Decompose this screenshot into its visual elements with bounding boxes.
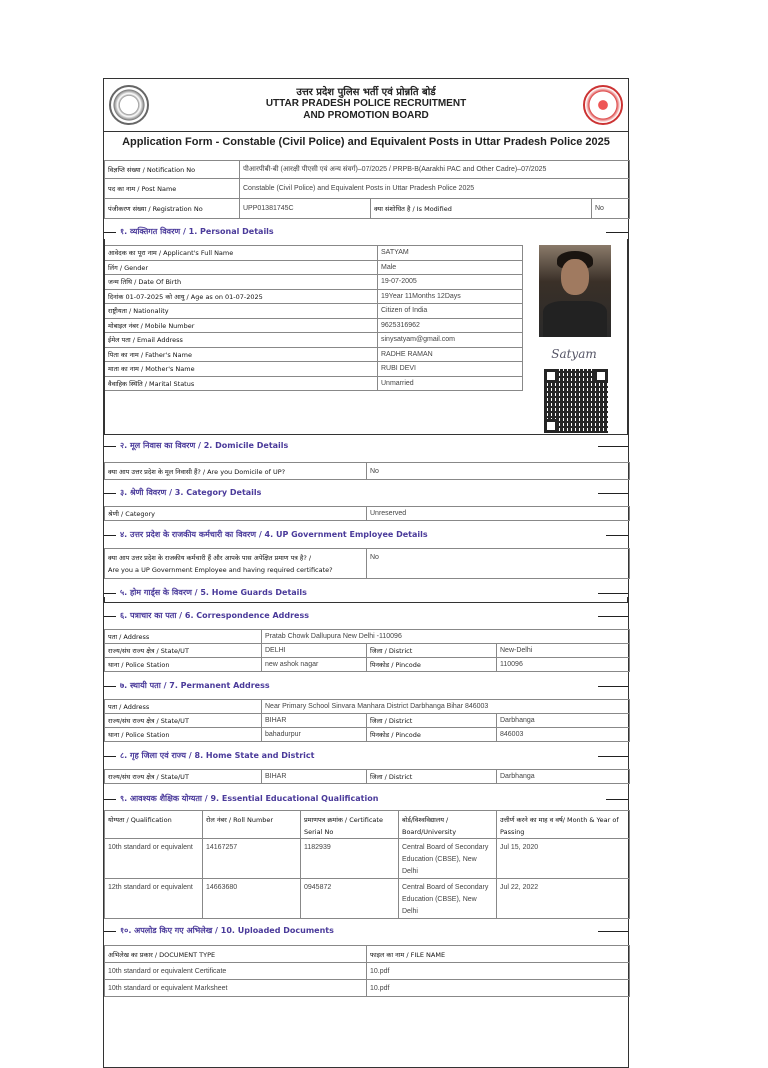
perm-state-value: BIHAR: [262, 714, 367, 728]
personal-field-value: RUBI DEVI: [378, 362, 523, 377]
education-cell: Central Board of Secondary Education (CBSE), New Delhi: [399, 839, 497, 879]
education-column-header: रोल नंबर / Roll Number: [203, 811, 301, 839]
section-documents-header: [104, 924, 628, 938]
documents-cell: 10th standard or equivalent Certificate: [105, 963, 367, 980]
govt-employee-table: [104, 548, 630, 579]
personal-field-value: SATYAM: [378, 246, 523, 261]
section-permanent-title: ७. स्थायी पता / 7. Permanent Address: [120, 681, 270, 690]
documents-column-header: अभिलेख का प्रकार / DOCUMENT TYPE: [105, 946, 367, 963]
table-row: [105, 980, 630, 997]
perm-address-value: Near Primary School Sinvara Manhara District Darbhanga Bihar 846003: [262, 700, 630, 714]
documents-column-header: फाइल का नाम / FILE NAME: [367, 946, 630, 963]
domicile-label: क्या आप उत्तर प्रदेश के मूल निवासी हैं? / Are you Domicile of UP?: [105, 463, 367, 480]
section-personal-header: [104, 225, 628, 239]
education-column-header: बोर्ड/विश्वविद्यालय / Board/University: [399, 811, 497, 839]
section-correspondence-header: [104, 609, 628, 623]
perm-police-station-value: bahadurpur: [262, 728, 367, 742]
hindi-board-name: उत्तर प्रदेश पुलिस भर्ती एवं प्रोन्नति बोर्ड: [296, 87, 436, 98]
corr-state-label: राज्य/संघ राज्य क्षेत्र / State/UT: [105, 644, 262, 658]
section-correspondence-title: ६. पत्राचार का पता / 6. Correspondence Address: [120, 611, 309, 620]
education-column-header: प्रमाणपत्र क्रमांक / Certificate Serial No: [301, 811, 399, 839]
education-cell: 1182939: [301, 839, 399, 879]
personal-field-label: दिनांक 01-07-2025 को आयु / Age as on 01-07-2025: [105, 289, 378, 304]
perm-pincode-value: 846003: [497, 728, 630, 742]
post-value: Constable (Civil Police) and Equivalent Posts in Uttar Pradesh Police 2025: [240, 179, 630, 199]
personal-field-label: राष्ट्रीयता / Nationality: [105, 304, 378, 319]
section-permanent-header: [104, 679, 628, 693]
education-table: [104, 810, 630, 919]
table-row: [105, 839, 630, 879]
corr-state-value: DELHI: [262, 644, 367, 658]
domicile-table: [104, 462, 630, 480]
education-cell: Central Board of Secondary Education (CBSE), New Delhi: [399, 879, 497, 919]
notification-value: पीआरपीबी-बी (आरक्षी पीएसी एवं अन्य संवर्ग)–07/2025 / PRPB-B(Aarakhi PAC and Other Cadre)–07/2025: [240, 161, 630, 179]
education-cell: 14663680: [203, 879, 301, 919]
domicile-value: No: [367, 463, 630, 480]
home-guards-box: [104, 597, 628, 603]
corr-address-value: Pratab Chowk Dallupura New Delhi -110096: [262, 630, 630, 644]
documents-cell: 10th standard or equivalent Marksheet: [105, 980, 367, 997]
modified-value: No: [592, 199, 630, 219]
post-label: पद का नाम / Post Name: [105, 179, 240, 199]
corr-police-station-value: new ashok nagar: [262, 658, 367, 672]
personal-field-label: वैवाहिक स्थिति / Marital Status: [105, 376, 378, 391]
documents-cell: 10.pdf: [367, 963, 630, 980]
personal-field-value: Citizen of India: [378, 304, 523, 319]
personal-field-label: आवेदक का पूरा नाम / Applicant's Full Name: [105, 246, 378, 261]
section-home-guards-title: ५. होम गार्ड्स के विवरण / 5. Home Guards Details: [120, 588, 307, 597]
modified-label: क्या संशोधित है / Is Modified: [371, 199, 592, 219]
section-govt-employee-title: ४. उत्तर प्रदेश के राजकीय कर्मचारी का विवरण / 4. UP Government Employee Details: [120, 530, 428, 539]
section-domicile-header: [104, 439, 628, 453]
notification-label: विज्ञप्ति संख्या / Notification No: [105, 161, 240, 179]
perm-district-value: Darbhanga: [497, 714, 630, 728]
corr-district-value: New-Delhi: [497, 644, 630, 658]
personal-field-value: Male: [378, 260, 523, 275]
home-state-table: [104, 769, 630, 784]
section-education-header: [104, 792, 628, 806]
personal-field-value: RADHE RAMAN: [378, 347, 523, 362]
section-category-title: ३. श्रेणी विवरण / 3. Category Details: [120, 488, 262, 497]
form-header: [104, 79, 628, 132]
personal-field-label: लिंग / Gender: [105, 260, 378, 275]
section-category-header: [104, 486, 628, 500]
correspondence-table: [104, 629, 630, 672]
application-form: [103, 78, 629, 1068]
category-value: Unreserved: [367, 507, 630, 521]
personal-field-label: मोबाइल नंबर / Mobile Number: [105, 318, 378, 333]
education-cell: Jul 15, 2020: [497, 839, 630, 879]
personal-field-value: Unmarried: [378, 376, 523, 391]
documents-cell: 10.pdf: [367, 980, 630, 997]
corr-pincode-label: पिनकोड / Pincode: [367, 658, 497, 672]
govt-employee-label: क्या आप उत्तर प्रदेश के राजकीय कर्मचारी हैं और आपके पास अपेक्षित प्रमाण पत्र है? / Are you a UP Government Employee and having required certificate?: [105, 549, 367, 579]
education-cell: 0945872: [301, 879, 399, 919]
registration-value: UPP01381745C: [240, 199, 371, 219]
home-district-label: जिला / District: [367, 770, 497, 784]
category-table: [104, 506, 630, 521]
personal-field-value: 9625316962: [378, 318, 523, 333]
applicant-signature: Satyam: [551, 347, 597, 361]
section-govt-employee-header: [104, 528, 628, 542]
education-cell: 12th standard or equivalent: [105, 879, 203, 919]
education-cell: 10th standard or equivalent: [105, 839, 203, 879]
registration-label: पंजीकरण संख्या / Registration No: [105, 199, 240, 219]
board-name-line1: UTTAR PRADESH POLICE RECRUITMENT: [265, 98, 467, 109]
personal-field-value: 19-07-2005: [378, 275, 523, 290]
personal-box: [104, 239, 628, 435]
education-cell: Jul 22, 2022: [497, 879, 630, 919]
table-row: [105, 963, 630, 980]
section-education-title: ९. आवश्यक शैक्षिक योग्यता / 9. Essential Educational Qualification: [120, 794, 379, 803]
form-title: Application Form - Constable (Civil Police) and Equivalent Posts in Uttar Pradesh Police 2025: [122, 136, 610, 148]
perm-district-label: जिला / District: [367, 714, 497, 728]
personal-field-label: माता का नाम / Mother's Name: [105, 362, 378, 377]
personal-field-label: ईमेल पता / Email Address: [105, 333, 378, 348]
documents-table: [104, 945, 630, 997]
education-column-header: उत्तीर्ण करने का माह व वर्ष/ Month & Year of Passing: [497, 811, 630, 839]
section-home-state-header: [104, 749, 628, 763]
education-column-header: योग्यता / Qualification: [105, 811, 203, 839]
corr-address-label: पता / Address: [105, 630, 262, 644]
home-district-value: Darbhanga: [497, 770, 630, 784]
perm-address-label: पता / Address: [105, 700, 262, 714]
section-domicile-title: २. मूल निवास का विवरण / 2. Domicile Details: [120, 441, 289, 450]
corr-district-label: जिला / District: [367, 644, 497, 658]
category-label: श्रेणी / Category: [105, 507, 367, 521]
section-personal-title: १. व्यक्तिगत विवरण / 1. Personal Details: [120, 227, 274, 236]
personal-field-label: पिता का नाम / Father's Name: [105, 347, 378, 362]
application-info-table: [104, 160, 630, 219]
permanent-address-table: [104, 699, 630, 742]
home-state-label: राज्य/संघ राज्य क्षेत्र / State/UT: [105, 770, 262, 784]
corr-police-station-label: थाना / Police Station: [105, 658, 262, 672]
personal-field-value: sinysatyam@gmail.com: [378, 333, 523, 348]
government-seal-icon: [583, 85, 623, 125]
board-name-line2: AND PROMOTION BOARD: [303, 110, 429, 121]
personal-field-value: 19Year 11Months 12Days: [378, 289, 523, 304]
table-row: [105, 879, 630, 919]
perm-police-station-label: थाना / Police Station: [105, 728, 262, 742]
section-home-state-title: ८. गृह जिला एवं राज्य / 8. Home State and District: [120, 751, 315, 760]
corr-pincode-value: 110096: [497, 658, 630, 672]
perm-state-label: राज्य/संघ राज्य क्षेत्र / State/UT: [105, 714, 262, 728]
education-cell: 14167257: [203, 839, 301, 879]
perm-pincode-label: पिनकोड / Pincode: [367, 728, 497, 742]
section-documents-title: १०. अपलोड किए गए अभिलेख / 10. Uploaded Documents: [120, 926, 334, 935]
govt-employee-value: No: [367, 549, 630, 579]
home-state-value: BIHAR: [262, 770, 367, 784]
personal-field-label: जन्म तिथि / Date Of Birth: [105, 275, 378, 290]
